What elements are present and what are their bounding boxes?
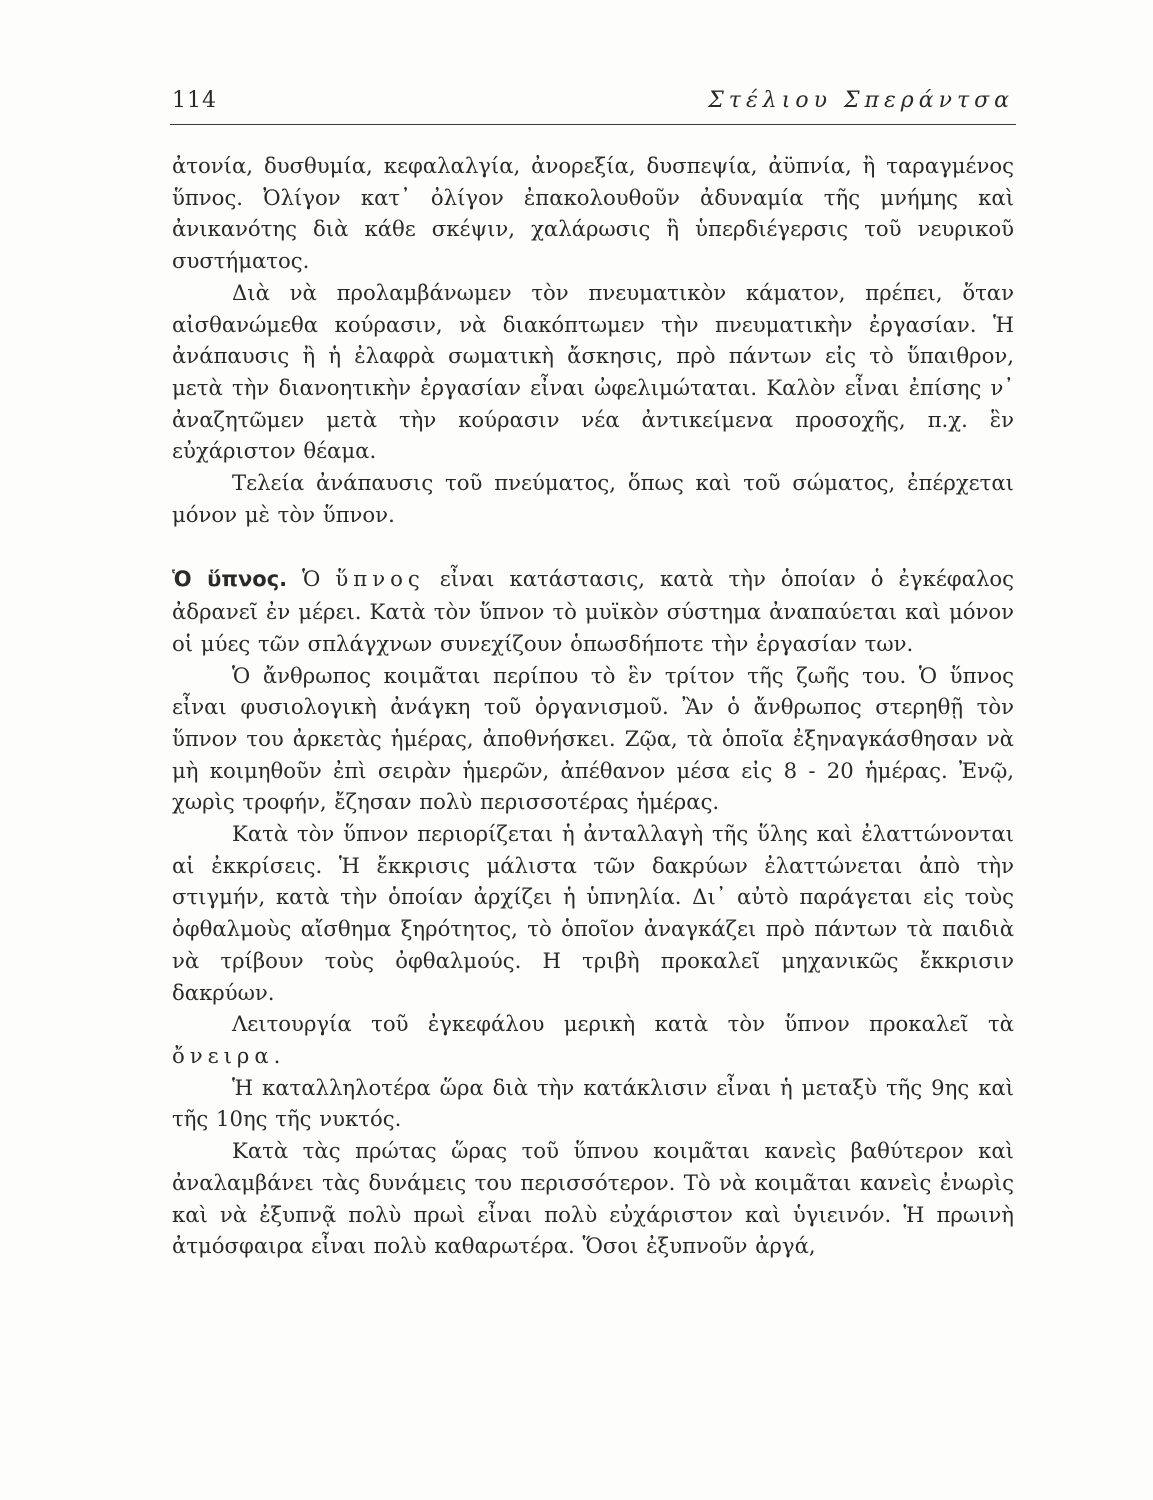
- running-head: Στέλιου Σπεράντσα: [708, 88, 1014, 113]
- section-sleep: [172, 563, 1014, 659]
- section-title: Ὁ ὕπνος.: [172, 567, 288, 592]
- section-text: εἶναι κατάστασις, κατὰ τὴν ὁποίαν ὁ ἐγκέφαλος ἀδρανεῖ ἐν μέρει. Κατὰ τὸν ὕπνον τὸ μυϊκὸν σύστημα ἀναπαύεται καὶ μόνον οἱ μύες τῶν σπλάγχνων συνεχίζουν ὁπωσδήποτε τὴν ἐργασίαν των.: [172, 566, 1014, 656]
- page-number: 114: [172, 88, 217, 113]
- paragraph-1: ἀτονία, δυσθυμία, κεφαλαλγία, ἀνορεξία, δυσπεψία, ἀϋπνία, ἢ ταραγμένος ὕπνος. Ὀλίγον κατ᾽ ὀλίγον ἐπακολουθοῦν ἀδυναμία τῆς μνήμης καὶ ἀνικανότης διὰ κάθε σκέψιν, χαλάρωσις ἢ ὑπερδιέγερσις τοῦ νευρικοῦ συστήματος.: [172, 153, 1014, 274]
- paragraph-7: [172, 1008, 1014, 1071]
- paragraph-9: Κατὰ τὰς πρώτας ὥρας τοῦ ὕπνου κοιμᾶται κανεὶς βαθύτερον καὶ ἀναλαμβάνει τὰς δυνάμεις του περισσότερον. Τὸ νὰ κοιμᾶται κανεὶς ἐνωρὶς καὶ νὰ ἐξυπνᾷ πολὺ πρωὶ εἶναι πολὺ εὐχάριστον καὶ ὑγιεινόν. Ἡ πρωινὴ ἀτμόσφαιρα εἶναι πολὺ καθαρωτέρα. Ὅσοι ἐξυπνοῦν ἀργά,: [172, 1138, 1014, 1259]
- paragraph-8: Ἡ καταλληλοτέρα ὥρα διὰ τὴν κατάκλισιν εἶναι ἡ μεταξὺ τῆς 9ης καὶ τῆς 10ης τῆς νυκτός.: [172, 1074, 1014, 1132]
- paragraph-5: Ὁ ἄνθρωπος κοιμᾶται περίπου τὸ ἓν τρίτον τῆς ζωῆς του. Ὁ ὕπνος εἶναι φυσιολογικὴ ἀνάγκη τοῦ ὀργανισμοῦ. Ἂν ὁ ἄνθρωπος στερηθῇ τὸν ὕπνον του ἀρκετὰς ἡμέρας, ἀποθνήσκει. Ζῷα, τὰ ὁποῖα ἐξηναγκάσθησαν νὰ μὴ κοιμηθοῦν ἐπὶ σειρὰν ἡμερῶν, ἀπέθανον μέσα εἰς 8 - 20 ἡμέρας. Ἐνῷ, χωρὶς τροφήν, ἔζησαν πολὺ περισσοτέρας ἡμέρας.: [172, 662, 1014, 815]
- section-gap: [172, 530, 1014, 563]
- section-text-start: Ὁ: [302, 566, 321, 592]
- paragraph-7-text: Λειτουργία τοῦ ἐγκεφάλου μερικὴ κατὰ τὸν ὕπνον προκαλεῖ τὰ: [232, 1011, 1014, 1037]
- body-text: [172, 150, 1014, 1262]
- paragraph-2: Διὰ νὰ προλαμβάνωμεν τὸν πνευματικὸν κάματον, πρέπει, ὅταν αἰσθανώμεθα κούρασιν, νὰ διακόπτωμεν τὴν πνευματικὴν ἐργασίαν. Ἡ ἀνάπαυσις ἢ ἡ ἐλαφρὰ σωματικὴ ἄσκησις, πρὸ πάντων εἰς τὸ ὕπαιθρον, μετὰ τὴν διανοητικὴν ἐργασίαν εἶναι ὠφελιμώταται. Καλὸν εἶναι ἐπίσης ν᾽ ἀναζητῶμεν μετὰ τὴν κούρασιν νέα ἀντικείμενα προσοχῆς, π.χ. ἓν εὐχάριστον θέαμα.: [172, 279, 1014, 464]
- header-rule: [170, 124, 1016, 125]
- page-header: [172, 82, 1014, 116]
- spaced-term-dreams: ὄνειρα.: [172, 1042, 286, 1068]
- paragraph-3: Τελεία ἀνάπαυσις τοῦ πνεύματος, ὅπως καὶ τοῦ σώματος, ἐπέρχεται μόνον μὲ τὸν ὕπνον.: [172, 470, 1014, 527]
- paragraph-6: Κατὰ τὸν ὕπνον περιορίζεται ἡ ἀνταλλαγὴ τῆς ὕλης καὶ ἐλαττώνονται αἱ ἐκκρίσεις. Ἡ ἔκκρισις μάλιστα τῶν δακρύων ἐλαττώνεται ἀπὸ τὴν στιγμήν, κατὰ τὴν ὁποίαν ἀρχίζει ἡ ὑπνηλία. Δι᾽ αὐτὸ παράγεται εἰς τοὺς ὀφθαλμοὺς αἴσθημα ξηρότητος, τὸ ὁποῖον ἀναγκάζει πρὸ πάντων τὰ παιδιὰ νὰ τρίβουν τοὺς ὀφθαλμούς. Η τριβὴ προκαλεῖ μηχανικῶς ἔκκρισιν δακρύων.: [172, 821, 1014, 1005]
- spaced-term: ὕπνος: [335, 566, 425, 592]
